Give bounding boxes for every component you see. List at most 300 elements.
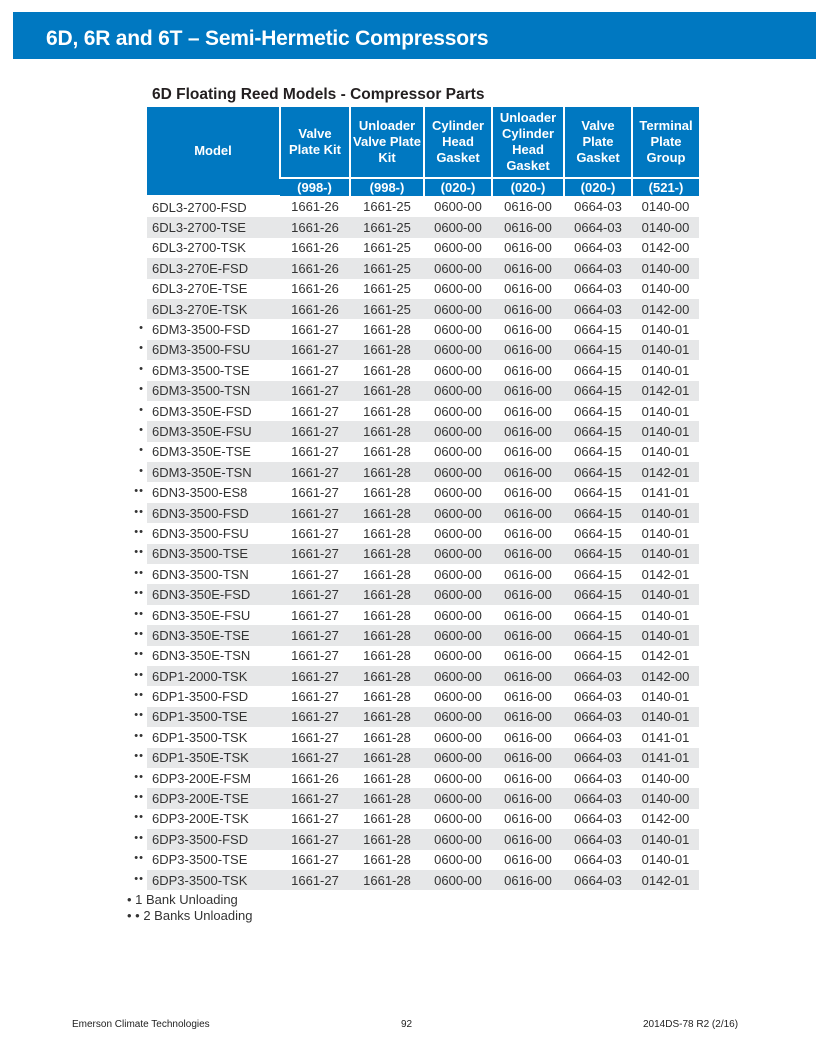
unloader-valve-plate-kit-cell: 1661-28 xyxy=(350,748,424,768)
unloader-valve-plate-kit-cell: 1661-28 xyxy=(350,625,424,645)
valve-plate-gasket-cell: 0664-15 xyxy=(564,421,632,441)
cylinder-head-gasket-cell: 0600-00 xyxy=(434,770,482,786)
cylinder-head-gasket-cell: 0600-00 xyxy=(424,625,492,645)
unloader-cylinder-head-gasket-cell: 0616-00 xyxy=(504,199,552,215)
valve-plate-gasket-cell: 0664-03 xyxy=(564,829,632,849)
model-name: 6DL3-270E-TSE xyxy=(152,281,248,297)
valve-plate-gasket-cell: 0664-15 xyxy=(564,584,632,604)
unloader-cylinder-head-gasket-cell: 0616-00 xyxy=(492,870,564,890)
model-cell xyxy=(147,217,280,237)
valve-plate-kit-cell: 1661-26 xyxy=(291,199,339,215)
cylinder-head-gasket-cell: 0600-00 xyxy=(424,748,492,768)
unloading-bullet: • xyxy=(139,403,144,416)
legend-two-banks: • • 2 Banks Unloading xyxy=(127,908,253,923)
table-row xyxy=(147,605,699,625)
cylinder-head-gasket-cell: 0600-00 xyxy=(424,299,492,319)
model-name: 6DP3-3500-TSE xyxy=(152,852,248,868)
valve-plate-gasket-cell: 0664-15 xyxy=(564,340,632,360)
unloading-bullet: •• xyxy=(134,627,144,640)
unloader-valve-plate-kit-cell: 1661-28 xyxy=(363,607,411,623)
table-row xyxy=(147,381,699,401)
unloader-valve-plate-kit-cell: 1661-28 xyxy=(363,362,411,378)
cylinder-head-gasket-cell: 0600-00 xyxy=(424,381,492,401)
terminal-plate-group-cell: 0140-01 xyxy=(632,625,699,645)
unloader-valve-plate-kit-cell: 1661-28 xyxy=(350,584,424,604)
cylinder-head-gasket-cell: 0600-00 xyxy=(434,852,482,868)
unloader-valve-plate-kit-cell: 1661-28 xyxy=(350,829,424,849)
column-header-model: Model xyxy=(147,107,280,196)
valve-plate-kit-cell: 1661-27 xyxy=(291,485,339,501)
terminal-plate-group-cell: 0141-01 xyxy=(641,729,690,745)
unloader-valve-plate-kit-cell: 1661-25 xyxy=(363,281,411,297)
terminal-plate-group-cell: 0140-01 xyxy=(641,689,690,705)
unloader-cylinder-head-gasket-cell: 0616-00 xyxy=(504,362,552,378)
unloading-bullet: •• xyxy=(134,689,144,702)
unloader-cylinder-head-gasket-cell: 0616-00 xyxy=(504,322,552,338)
terminal-plate-group-cell: 0140-01 xyxy=(641,607,690,623)
terminal-plate-group-cell: 0140-01 xyxy=(641,322,690,338)
table-row xyxy=(147,217,699,237)
column-prefix: (998-) xyxy=(280,178,350,196)
parts-table xyxy=(134,107,699,890)
unloading-bullet: •• xyxy=(134,607,144,620)
valve-plate-gasket-cell: 0664-15 xyxy=(574,525,622,541)
unloading-bullet: •• xyxy=(134,872,144,885)
model-name: 6DL3-270E-TSK xyxy=(152,301,248,317)
column-prefix: (521-) xyxy=(632,178,699,196)
model-cell xyxy=(134,748,280,768)
model-name: 6DP3-3500-FSD xyxy=(152,831,249,847)
column-prefix: (020-) xyxy=(564,178,632,196)
model-name: 6DL3-2700-TSE xyxy=(152,220,246,236)
unloader-valve-plate-kit-cell: 1661-28 xyxy=(350,462,424,482)
unloader-cylinder-head-gasket-cell: 0616-00 xyxy=(492,258,564,278)
model-cell xyxy=(134,646,280,666)
table-row xyxy=(147,523,699,543)
table-row xyxy=(147,727,699,747)
table-row xyxy=(147,625,699,645)
unloader-cylinder-head-gasket-cell: 0616-00 xyxy=(492,666,564,686)
header-banner xyxy=(13,12,816,59)
valve-plate-kit-cell: 1661-27 xyxy=(291,852,339,868)
model-cell xyxy=(134,605,280,625)
cylinder-head-gasket-cell: 0600-00 xyxy=(424,666,492,686)
unloader-cylinder-head-gasket-cell: 0616-00 xyxy=(492,421,564,441)
model-name: 6DP1-3500-TSK xyxy=(152,729,248,745)
model-cell xyxy=(134,788,280,808)
model-cell xyxy=(139,442,280,462)
model-cell xyxy=(147,279,280,299)
table-row xyxy=(147,442,699,462)
valve-plate-kit-cell: 1661-27 xyxy=(280,584,350,604)
valve-plate-gasket-cell: 0664-03 xyxy=(574,811,622,827)
valve-plate-gasket-cell: 0664-15 xyxy=(574,648,622,664)
column-header-unloader-cylinder-head-gasket: Unloader Cylinder Head Gasket xyxy=(492,107,564,178)
unloading-bullet: • xyxy=(139,342,144,355)
cylinder-head-gasket-cell: 0600-00 xyxy=(424,788,492,808)
table-row xyxy=(147,809,699,829)
valve-plate-gasket-cell: 0664-15 xyxy=(564,625,632,645)
terminal-plate-group-cell: 0142-01 xyxy=(641,566,690,582)
valve-plate-gasket-cell: 0664-03 xyxy=(564,666,632,686)
terminal-plate-group-cell: 0142-00 xyxy=(641,811,690,827)
terminal-plate-group-cell: 0140-01 xyxy=(641,444,690,460)
unloader-cylinder-head-gasket-cell: 0616-00 xyxy=(504,525,552,541)
unloader-cylinder-head-gasket-cell: 0616-00 xyxy=(492,625,564,645)
model-cell xyxy=(134,564,280,584)
unloading-bullet: •• xyxy=(134,729,144,742)
valve-plate-kit-cell: 1661-27 xyxy=(291,648,339,664)
unloading-bullet: •• xyxy=(134,750,144,763)
valve-plate-kit-cell: 1661-27 xyxy=(280,544,350,564)
model-name: 6DN3-3500-FSD xyxy=(152,505,249,521)
valve-plate-kit-cell: 1661-27 xyxy=(280,421,350,441)
model-cell xyxy=(134,666,280,686)
unloader-cylinder-head-gasket-cell: 0616-00 xyxy=(492,299,564,319)
model-cell xyxy=(139,462,280,482)
cylinder-head-gasket-cell: 0600-00 xyxy=(434,199,482,215)
cylinder-head-gasket-cell: 0600-00 xyxy=(424,340,492,360)
unloader-cylinder-head-gasket-cell: 0616-00 xyxy=(504,566,552,582)
unloading-bullet: •• xyxy=(134,566,144,579)
terminal-plate-group-cell: 0140-01 xyxy=(632,340,699,360)
unloading-bullet: •• xyxy=(134,648,144,661)
cylinder-head-gasket-cell: 0600-00 xyxy=(434,689,482,705)
table-row xyxy=(147,850,699,870)
model-cell xyxy=(134,584,280,604)
model-cell xyxy=(134,768,280,788)
unloader-cylinder-head-gasket-cell: 0616-00 xyxy=(504,852,552,868)
valve-plate-kit-cell: 1661-27 xyxy=(280,340,350,360)
terminal-plate-group-cell: 0140-01 xyxy=(641,403,690,419)
unloader-valve-plate-kit-cell: 1661-28 xyxy=(350,788,424,808)
valve-plate-gasket-cell: 0664-03 xyxy=(574,199,622,215)
unloader-valve-plate-kit-cell: 1661-25 xyxy=(363,240,411,256)
model-cell xyxy=(139,319,280,339)
unloader-cylinder-head-gasket-cell: 0616-00 xyxy=(492,381,564,401)
unloader-cylinder-head-gasket-cell: 0616-00 xyxy=(492,748,564,768)
unloader-cylinder-head-gasket-cell: 0616-00 xyxy=(492,788,564,808)
valve-plate-kit-cell: 1661-27 xyxy=(291,322,339,338)
unloading-bullet: •• xyxy=(134,709,144,722)
table-row xyxy=(147,258,699,278)
unloader-cylinder-head-gasket-cell: 0616-00 xyxy=(492,544,564,564)
model-name: 6DP1-2000-TSK xyxy=(152,668,248,684)
terminal-plate-group-cell: 0140-00 xyxy=(641,770,690,786)
unloader-valve-plate-kit-cell: 1661-28 xyxy=(363,322,411,338)
table-row xyxy=(147,421,699,441)
model-cell xyxy=(134,686,280,706)
table-row xyxy=(147,299,699,319)
cylinder-head-gasket-cell: 0600-00 xyxy=(424,544,492,564)
valve-plate-kit-cell: 1661-27 xyxy=(280,748,350,768)
terminal-plate-group-cell: 0142-00 xyxy=(641,240,690,256)
cylinder-head-gasket-cell: 0600-00 xyxy=(434,811,482,827)
model-cell xyxy=(134,523,280,543)
unloading-bullet: • xyxy=(139,444,144,457)
table-row xyxy=(147,238,699,258)
model-name: 6DN3-3500-TSE xyxy=(152,546,249,562)
valve-plate-gasket-cell: 0664-15 xyxy=(564,381,632,401)
cylinder-head-gasket-cell: 0600-00 xyxy=(424,421,492,441)
unloading-bullet: • xyxy=(139,423,144,436)
valve-plate-gasket-cell: 0664-15 xyxy=(564,503,632,523)
terminal-plate-group-cell: 0140-00 xyxy=(632,788,699,808)
model-cell xyxy=(139,401,280,421)
unloader-cylinder-head-gasket-cell: 0616-00 xyxy=(504,444,552,460)
table-row xyxy=(147,279,699,299)
unloader-valve-plate-kit-cell: 1661-28 xyxy=(363,770,411,786)
table-row xyxy=(147,360,699,380)
valve-plate-gasket-cell: 0664-15 xyxy=(574,322,622,338)
unloader-cylinder-head-gasket-cell: 0616-00 xyxy=(492,340,564,360)
terminal-plate-group-cell: 0140-01 xyxy=(641,362,690,378)
unloader-cylinder-head-gasket-cell: 0616-00 xyxy=(492,462,564,482)
cylinder-head-gasket-cell: 0600-00 xyxy=(434,444,482,460)
model-name: 6DN3-3500-TSN xyxy=(152,566,249,582)
terminal-plate-group-cell: 0140-00 xyxy=(632,258,699,278)
valve-plate-kit-cell: 1661-26 xyxy=(280,299,350,319)
valve-plate-gasket-cell: 0664-03 xyxy=(574,852,622,868)
valve-plate-kit-cell: 1661-26 xyxy=(280,258,350,278)
model-name: 6DP1-3500-FSD xyxy=(152,689,249,705)
table-header-row xyxy=(147,107,699,178)
valve-plate-kit-cell: 1661-27 xyxy=(291,362,339,378)
terminal-plate-group-cell: 0142-01 xyxy=(641,648,690,664)
cylinder-head-gasket-cell: 0600-00 xyxy=(434,648,482,664)
valve-plate-gasket-cell: 0664-03 xyxy=(574,281,622,297)
table-row xyxy=(147,482,699,502)
valve-plate-gasket-cell: 0664-03 xyxy=(574,770,622,786)
model-cell xyxy=(134,829,280,849)
unloading-bullet: •• xyxy=(134,770,144,783)
valve-plate-gasket-cell: 0664-15 xyxy=(574,403,622,419)
unloader-cylinder-head-gasket-cell: 0616-00 xyxy=(492,707,564,727)
section-title: 6D Floating Reed Models - Compressor Parts xyxy=(152,86,485,103)
unloader-valve-plate-kit-cell: 1661-28 xyxy=(350,381,424,401)
column-header-unloader-valve-plate-kit: Unloader Valve Plate Kit xyxy=(350,107,424,178)
model-name: 6DM3-350E-TSE xyxy=(152,444,251,460)
terminal-plate-group-cell: 0140-01 xyxy=(632,829,699,849)
unloading-bullet: •• xyxy=(134,525,144,538)
model-name: 6DN3-3500-ES8 xyxy=(152,485,248,501)
valve-plate-kit-cell: 1661-27 xyxy=(280,788,350,808)
table-row xyxy=(147,870,699,890)
unloader-cylinder-head-gasket-cell: 0616-00 xyxy=(504,485,552,501)
valve-plate-gasket-cell: 0664-03 xyxy=(564,217,632,237)
cylinder-head-gasket-cell: 0600-00 xyxy=(434,322,482,338)
valve-plate-gasket-cell: 0664-03 xyxy=(574,689,622,705)
valve-plate-gasket-cell: 0664-03 xyxy=(564,788,632,808)
valve-plate-kit-cell: 1661-27 xyxy=(291,444,339,460)
model-cell xyxy=(139,381,280,401)
valve-plate-gasket-cell: 0664-15 xyxy=(574,362,622,378)
column-prefix: (020-) xyxy=(424,178,492,196)
valve-plate-kit-cell: 1661-27 xyxy=(280,666,350,686)
valve-plate-kit-cell: 1661-27 xyxy=(280,381,350,401)
terminal-plate-group-cell: 0142-00 xyxy=(632,299,699,319)
table-body xyxy=(134,196,699,890)
terminal-plate-group-cell: 0142-01 xyxy=(632,870,699,890)
terminal-plate-group-cell: 0140-01 xyxy=(632,421,699,441)
cylinder-head-gasket-cell: 0600-00 xyxy=(434,362,482,378)
cylinder-head-gasket-cell: 0600-00 xyxy=(434,525,482,541)
unloading-legend xyxy=(127,892,252,924)
unloading-bullet: •• xyxy=(134,505,144,518)
model-cell xyxy=(139,421,280,441)
unloading-bullet: • xyxy=(139,322,144,335)
model-name: 6DL3-2700-FSD xyxy=(152,199,247,215)
unloader-cylinder-head-gasket-cell: 0616-00 xyxy=(492,829,564,849)
valve-plate-gasket-cell: 0664-15 xyxy=(564,544,632,564)
unloader-valve-plate-kit-cell: 1661-28 xyxy=(363,811,411,827)
model-cell xyxy=(134,482,280,502)
valve-plate-gasket-cell: 0664-03 xyxy=(564,870,632,890)
model-cell xyxy=(134,850,280,870)
terminal-plate-group-cell: 0140-00 xyxy=(641,281,690,297)
cylinder-head-gasket-cell: 0600-00 xyxy=(434,607,482,623)
model-cell xyxy=(134,727,280,747)
model-cell xyxy=(134,809,280,829)
model-cell xyxy=(139,340,280,360)
cylinder-head-gasket-cell: 0600-00 xyxy=(424,584,492,604)
unloader-cylinder-head-gasket-cell: 0616-00 xyxy=(504,403,552,419)
unloader-valve-plate-kit-cell: 1661-28 xyxy=(350,544,424,564)
valve-plate-kit-cell: 1661-27 xyxy=(291,811,339,827)
valve-plate-gasket-cell: 0664-03 xyxy=(564,707,632,727)
terminal-plate-group-cell: 0141-01 xyxy=(632,748,699,768)
model-name: 6DM3-3500-TSN xyxy=(152,383,251,399)
valve-plate-kit-cell: 1661-26 xyxy=(291,770,339,786)
table-row xyxy=(147,340,699,360)
cylinder-head-gasket-cell: 0600-00 xyxy=(424,707,492,727)
column-header-valve-plate-kit: Valve Plate Kit xyxy=(280,107,350,178)
table-row xyxy=(147,196,699,217)
cylinder-head-gasket-cell: 0600-00 xyxy=(434,485,482,501)
unloader-valve-plate-kit-cell: 1661-28 xyxy=(363,648,411,664)
valve-plate-gasket-cell: 0664-15 xyxy=(574,566,622,582)
table-row xyxy=(147,666,699,686)
terminal-plate-group-cell: 0142-01 xyxy=(632,381,699,401)
column-header-terminal-plate-group: Terminal Plate Group xyxy=(632,107,699,178)
unloading-bullet: •• xyxy=(134,811,144,824)
valve-plate-kit-cell: 1661-27 xyxy=(291,607,339,623)
terminal-plate-group-cell: 0140-01 xyxy=(641,852,690,868)
model-name: 6DP3-200E-TSK xyxy=(152,811,249,827)
table-row xyxy=(147,319,699,339)
valve-plate-gasket-cell: 0664-15 xyxy=(574,607,622,623)
model-name: 6DP3-200E-FSM xyxy=(152,770,251,786)
unloader-cylinder-head-gasket-cell: 0616-00 xyxy=(504,607,552,623)
terminal-plate-group-cell: 0140-01 xyxy=(632,544,699,564)
valve-plate-kit-cell: 1661-27 xyxy=(280,829,350,849)
table-row xyxy=(147,646,699,666)
unloading-bullet: •• xyxy=(134,587,144,600)
model-name: 6DN3-350E-FSD xyxy=(152,587,251,603)
terminal-plate-group-cell: 0141-01 xyxy=(641,485,690,501)
model-name: 6DP1-3500-TSE xyxy=(152,709,248,725)
unloader-cylinder-head-gasket-cell: 0616-00 xyxy=(492,584,564,604)
legend-one-bank: • 1 Bank Unloading xyxy=(127,892,238,907)
model-cell xyxy=(134,707,280,727)
model-name: 6DM3-3500-FSU xyxy=(152,342,251,358)
model-cell xyxy=(134,503,280,523)
valve-plate-gasket-cell: 0664-15 xyxy=(574,444,622,460)
column-prefix: (020-) xyxy=(492,178,564,196)
valve-plate-kit-cell: 1661-27 xyxy=(280,462,350,482)
model-name: 6DM3-350E-FSD xyxy=(152,403,252,419)
terminal-plate-group-cell: 0142-00 xyxy=(632,666,699,686)
cylinder-head-gasket-cell: 0600-00 xyxy=(424,217,492,237)
terminal-plate-group-cell: 0142-01 xyxy=(632,462,699,482)
model-name: 6DP3-3500-TSK xyxy=(152,872,248,888)
valve-plate-kit-cell: 1661-26 xyxy=(291,240,339,256)
unloader-cylinder-head-gasket-cell: 0616-00 xyxy=(504,689,552,705)
unloader-valve-plate-kit-cell: 1661-28 xyxy=(350,707,424,727)
unloader-cylinder-head-gasket-cell: 0616-00 xyxy=(492,217,564,237)
column-header-valve-plate-gasket: Valve Plate Gasket xyxy=(564,107,632,178)
valve-plate-kit-cell: 1661-27 xyxy=(280,625,350,645)
cylinder-head-gasket-cell: 0600-00 xyxy=(424,503,492,523)
model-name: 6DM3-3500-FSD xyxy=(152,322,251,338)
unloading-bullet: • xyxy=(139,464,144,477)
cylinder-head-gasket-cell: 0600-00 xyxy=(424,462,492,482)
table-row xyxy=(147,503,699,523)
valve-plate-gasket-cell: 0664-03 xyxy=(574,240,622,256)
unloader-cylinder-head-gasket-cell: 0616-00 xyxy=(504,770,552,786)
valve-plate-gasket-cell: 0664-15 xyxy=(564,462,632,482)
column-prefix: (998-) xyxy=(350,178,424,196)
model-name: 6DM3-3500-TSE xyxy=(152,362,250,378)
unloader-valve-plate-kit-cell: 1661-25 xyxy=(350,299,424,319)
valve-plate-kit-cell: 1661-26 xyxy=(280,217,350,237)
table-row xyxy=(147,462,699,482)
footer-page-number: 92 xyxy=(401,1019,413,1030)
unloader-valve-plate-kit-cell: 1661-28 xyxy=(350,340,424,360)
unloading-bullet: •• xyxy=(134,668,144,681)
unloader-valve-plate-kit-cell: 1661-28 xyxy=(363,525,411,541)
model-name: 6DP3-200E-TSE xyxy=(152,791,249,807)
model-name: 6DP1-350E-TSK xyxy=(152,750,249,766)
unloader-cylinder-head-gasket-cell: 0616-00 xyxy=(504,281,552,297)
unloading-bullet: •• xyxy=(134,852,144,865)
model-name: 6DN3-350E-TSN xyxy=(152,648,251,664)
model-name: 6DM3-350E-FSU xyxy=(152,423,252,439)
unloader-valve-plate-kit-cell: 1661-28 xyxy=(363,403,411,419)
unloader-cylinder-head-gasket-cell: 0616-00 xyxy=(504,811,552,827)
unloading-bullet: •• xyxy=(134,791,144,804)
cylinder-head-gasket-cell: 0600-00 xyxy=(434,240,482,256)
valve-plate-kit-cell: 1661-27 xyxy=(280,503,350,523)
unloader-valve-plate-kit-cell: 1661-28 xyxy=(350,666,424,686)
cylinder-head-gasket-cell: 0600-00 xyxy=(424,870,492,890)
model-name: 6DL3-2700-TSK xyxy=(152,240,246,256)
unloading-bullet: •• xyxy=(134,831,144,844)
model-cell xyxy=(147,299,280,319)
valve-plate-kit-cell: 1661-27 xyxy=(291,403,339,419)
footer-company: Emerson Climate Technologies xyxy=(72,1019,210,1030)
valve-plate-gasket-cell: 0664-03 xyxy=(564,299,632,319)
terminal-plate-group-cell: 0140-00 xyxy=(632,217,699,237)
model-name: 6DN3-350E-FSU xyxy=(152,607,251,623)
valve-plate-kit-cell: 1661-27 xyxy=(280,707,350,727)
terminal-plate-group-cell: 0140-01 xyxy=(632,584,699,604)
unloader-cylinder-head-gasket-cell: 0616-00 xyxy=(492,503,564,523)
unloader-valve-plate-kit-cell: 1661-28 xyxy=(350,870,424,890)
model-cell xyxy=(134,544,280,564)
model-name: 6DM3-350E-TSN xyxy=(152,464,252,480)
terminal-plate-group-cell: 0140-00 xyxy=(641,199,690,215)
